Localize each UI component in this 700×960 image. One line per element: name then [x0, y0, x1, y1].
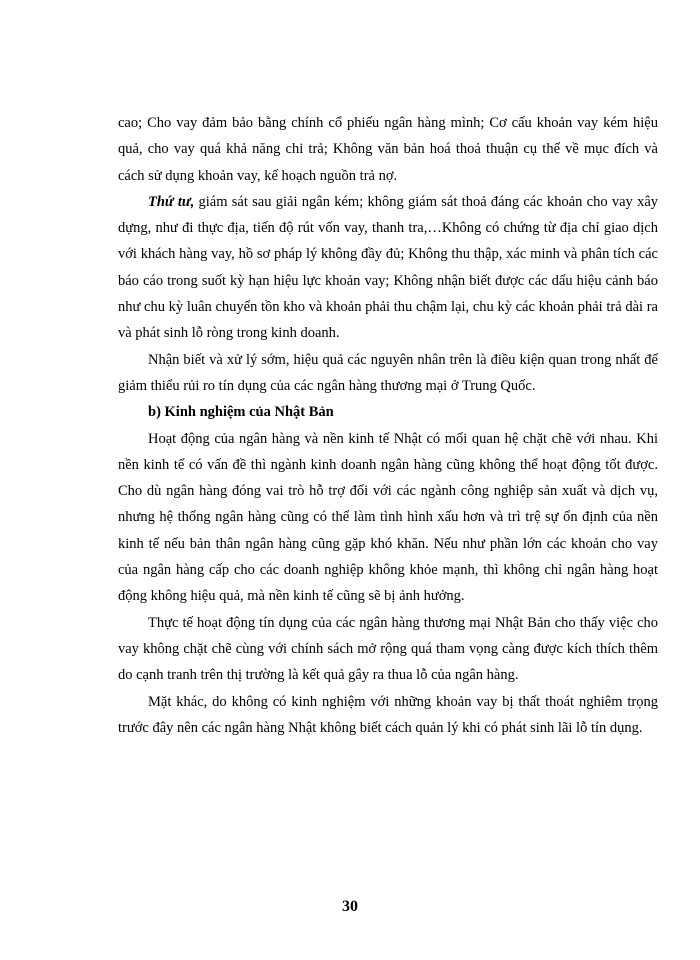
- document-body: [118, 110, 658, 741]
- paragraph-text: giám sát sau giải ngân kém; không giám sát thoả đáng các khoản cho vay xây dựng, như đi thực địa, tiến độ rút vốn vay, thanh tra,…Không có chứng từ địa chỉ giao dịch với khách hàng vay, hồ sơ pháp lý không đầy đủ; Không thu thập, xác minh và phân tích các báo cáo trong suốt kỳ hạn hiệu lực khoản vay; Không nhận biết được các dấu hiệu cảnh báo như chu kỳ luân chuyển tồn kho và khoản phải thu chậm lại, chu kỳ các khoản phải trả dài ra và phát sinh lỗ ròng trong kinh doanh.: [118, 193, 659, 342]
- paragraph-lead: Thứ tư,: [148, 193, 195, 210]
- section-heading: b) Kinh nghiệm của Nhật Bản: [148, 404, 334, 421]
- paragraph-text: Thực tế hoạt động tín dụng của các ngân hàng thương mại Nhật Bản cho thấy việc cho vay không chặt chẽ cùng với chính sách mở rộng quá tham vọng càng được kích thích thêm do cạnh tranh trên thị trường là kết quả gây ra thua lỗ của ngân hàng.: [118, 614, 658, 684]
- paragraph-fourth-point: [118, 189, 658, 347]
- paragraph-text: Hoạt động của ngân hàng và nền kinh tế Nhật có mối quan hệ chặt chẽ với nhau. Khi nền kinh tế có vấn đề thì ngành kinh doanh ngân hàng cũng không thể hoạt động tốt được. Cho dù ngân hàng đóng vai trò hỗ trợ đối với các ngành công nghiệp sản xuất và dịch vụ, nhưng hệ thống ngân hàng cũng có thể làm tình hình xấu hơn và trì trệ sự ổn định của nền kinh tế nếu bản thân ngân hàng cũng gặp khó khăn. Nếu như phần lớn các khoản cho vay của ngân hàng cấp cho các doanh nghiệp không khỏe mạnh, thì không chỉ ngân hàng hoạt động không hiệu quả, mà nền kinh tế cũng sẽ bị ảnh hưởng.: [118, 430, 658, 605]
- paragraph-japan-credit: [118, 610, 658, 689]
- paragraph-japan-experience: [118, 689, 658, 742]
- paragraph-loan-structure: [118, 110, 658, 189]
- paragraph-text: cao; Cho vay đảm bảo bằng chính cổ phiếu ngân hàng mình; Cơ cấu khoản vay kém hiệu quả, cho vay quá khả năng chi trả; Không văn bản hoá thoả thuận cụ thể về mục đích và cách sử dụng khoản vay, kế hoạch nguồn trả nợ.: [118, 115, 658, 184]
- paragraph-early-detection: [118, 347, 658, 400]
- page-number: 30: [342, 898, 358, 915]
- paragraph-text: Nhận biết và xử lý sớm, hiệu quả các nguyên nhân trên là điều kiện quan trong nhất để giảm thiểu rủi ro tín dụng của các ngân hàng thương mại ở Trung Quốc.: [118, 351, 658, 394]
- paragraph-text: Mặt khác, do không có kinh nghiệm với những khoản vay bị thất thoát nghiêm trọng trước đây nên các ngân hàng Nhật không biết cách quản lý khi có phát sinh lãi lỗ tín dụng.: [118, 693, 658, 736]
- paragraph-japan-economy: [118, 426, 658, 610]
